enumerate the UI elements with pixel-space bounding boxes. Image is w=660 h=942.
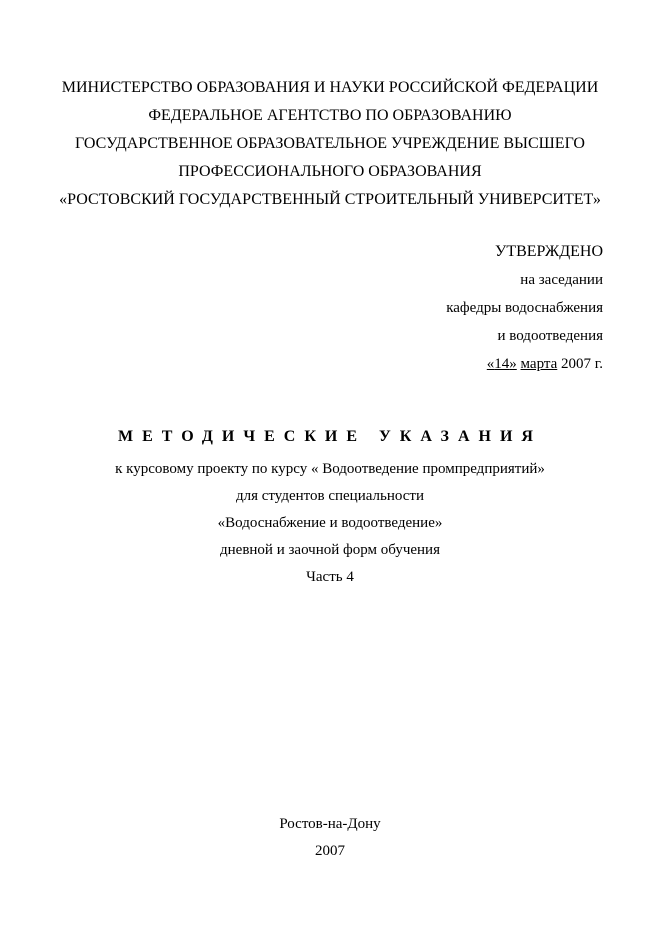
footer-year: 2007	[315, 843, 345, 859]
document-footer	[0, 811, 660, 865]
approval-meeting: на заседании	[520, 272, 603, 288]
subtitle-study-forms: дневной и заочной форм обучения	[220, 542, 440, 558]
header-line-education-level: ПРОФЕССИОНАЛЬНОГО ОБРАЗОВАНИЯ	[178, 163, 482, 180]
document-title: МЕТОДИЧЕСКИЕ УКАЗАНИЯ	[118, 428, 542, 445]
approval-title: УТВЕРЖДЕНО	[494, 243, 603, 260]
approval-department-cont: и водоотведения	[497, 328, 603, 344]
approval-date-month: марта	[520, 356, 558, 372]
ministry-header	[0, 74, 660, 214]
footer-city: Ростов-на-Дону	[279, 816, 381, 832]
approval-date-close-quote: »	[509, 356, 517, 372]
header-line-university: «РОСТОВСКИЙ ГОСУДАРСТВЕННЫЙ СТРОИТЕЛЬНЫЙ УНИВЕРСИТЕТ»	[59, 191, 601, 208]
approval-block	[446, 238, 603, 378]
approval-date-day: 14	[494, 356, 510, 372]
document-subtitle	[0, 456, 660, 591]
subtitle-course: к курсовому проекту по курсу « Водоотведение промпредприятий»	[115, 461, 545, 477]
header-line-ministry: МИНИСТЕРСТВО ОБРАЗОВАНИЯ И НАУКИ РОССИЙСКОЙ ФЕДЕРАЦИИ	[61, 79, 599, 96]
approval-date-open-quote: «	[486, 356, 495, 372]
approval-department: кафедры водоснабжения	[446, 300, 603, 316]
subtitle-students: для студентов специальности	[236, 488, 424, 504]
subtitle-specialty: «Водоснабжение и водоотведение»	[217, 515, 443, 531]
approval-date	[446, 350, 603, 378]
header-line-agency: ФЕДЕРАЛЬНОЕ АГЕНТСТВО ПО ОБРАЗОВАНИЮ	[148, 107, 512, 124]
header-line-institution: ГОСУДАРСТВЕННОЕ ОБРАЗОВАТЕЛЬНОЕ УЧРЕЖДЕНИЕ ВЫСШЕГО	[75, 135, 585, 152]
subtitle-part: Часть 4	[306, 569, 354, 585]
approval-date-year: 2007 г.	[561, 356, 603, 372]
